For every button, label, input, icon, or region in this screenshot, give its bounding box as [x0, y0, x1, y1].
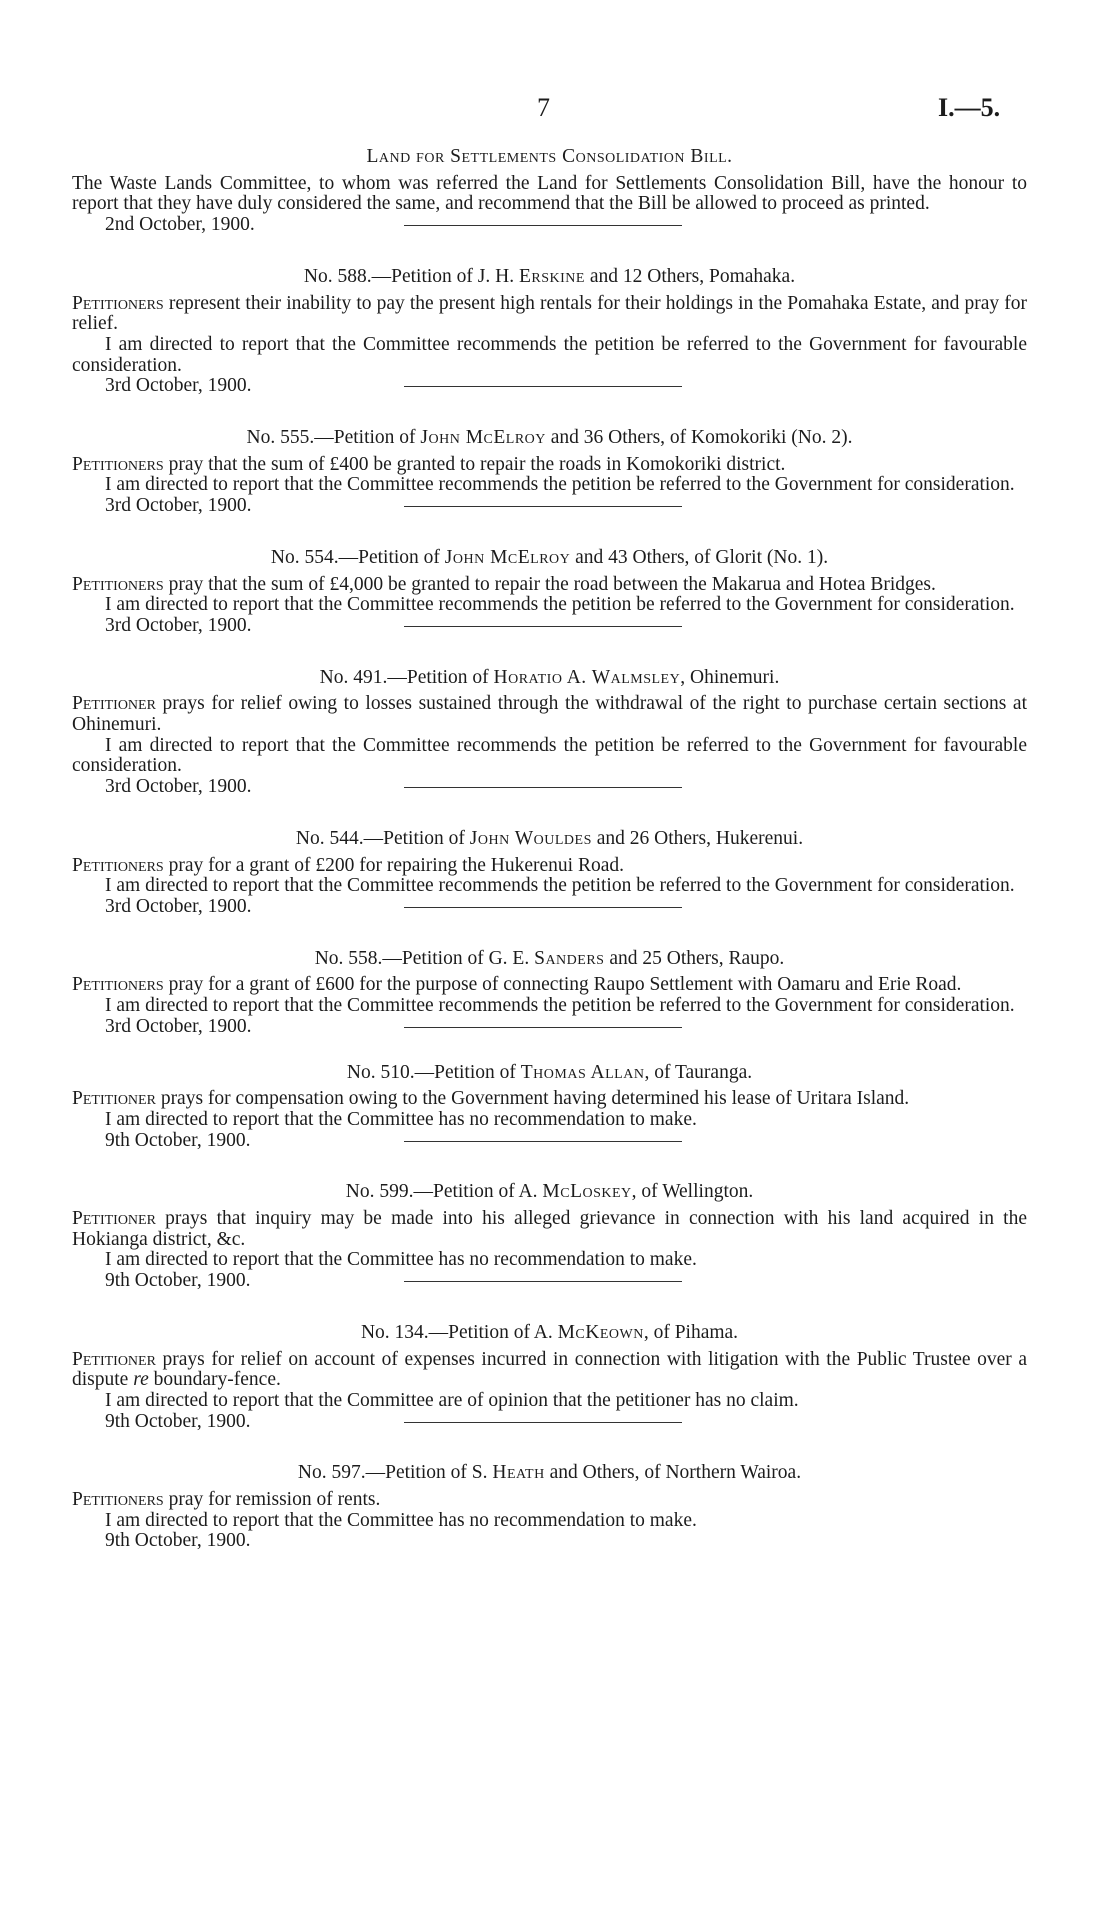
committee-report: I am directed to report that the Committee recommends the petition be referred to the Government for consideration. — [105, 474, 1015, 496]
petitioner-name: Thomas Allan — [520, 1061, 645, 1083]
divider-rule — [404, 506, 682, 507]
section-petition-510 — [72, 1063, 1027, 1152]
divider-rule — [404, 386, 682, 387]
committee-report: I am directed to report that the Committee has no recommendation to make. — [105, 1108, 697, 1130]
divider-rule — [404, 225, 682, 226]
section-body: The Waste Lands Committee, to whom was referred the Land for Settlements Consolidation Bill, have the honour to report that they have duly considered the same, and recommend that the Bill be allowed to proceed as printed. — [72, 172, 1027, 215]
divider-rule — [404, 1141, 682, 1142]
section-heading — [72, 147, 1027, 168]
petitioner-name: McLoskey — [542, 1181, 632, 1203]
petitioner-name: John McElroy — [444, 546, 571, 568]
petitioner-name: John McElroy — [420, 427, 546, 449]
section-land-settlements-bill — [72, 147, 1027, 236]
petition-text: Petitioners pray that the sum of £4,000 be granted to repair the road between the Makarua and Hotea Bridges. — [72, 573, 936, 595]
document-reference: I.—5. — [938, 93, 1001, 122]
section-date: 3rd October, 1900. — [72, 376, 1027, 397]
section-date: 9th October, 1900. — [105, 1530, 251, 1552]
petition-text: Petitioner prays for relief owing to losses sustained through the withdrawal of the right to purchase certain sections at Ohinemuri. — [72, 693, 1027, 736]
committee-report: I am directed to report that the Committee are of opinion that the petitioner has no claim. — [105, 1389, 799, 1411]
section-petition-558 — [72, 949, 1027, 1038]
section-heading: No. 134.—Petition of A. McKeown, of Pihama. — [360, 1321, 739, 1343]
divider-rule — [404, 1027, 682, 1028]
petition-text: Petitioner prays for relief on account of expenses incurred in connection with litigation with the Public Trustee over a dispute re boundary-fence. — [72, 1348, 1027, 1391]
petition-text: Petitioners pray that the sum of £400 be granted to repair the roads in Komokoriki district. — [72, 453, 786, 475]
divider-rule — [404, 787, 682, 788]
petitioner-name: Horatio A. Walmsley — [493, 666, 681, 688]
section-heading: No. 554.—Petition of John McElroy and 43 Others, of Glorit (No. 1). — [270, 546, 829, 568]
committee-report: I am directed to report that the Committee recommends the petition be referred to the Government for consideration. — [105, 875, 1015, 897]
section-date: 3rd October, 1900. — [72, 496, 1027, 517]
section-petition-597 — [72, 1463, 1027, 1552]
petitioner-name: Heath — [492, 1462, 545, 1484]
petitioner-name: John Wouldes — [469, 827, 592, 849]
petitioner-name: Sanders — [534, 947, 605, 969]
section-heading: No. 544.—Petition of John Wouldes and 26 Others, Hukerenui. — [295, 827, 804, 849]
section-petition-599 — [72, 1182, 1027, 1292]
section-date: 3rd October, 1900. — [72, 897, 1027, 918]
section-date: 9th October, 1900. — [72, 1412, 1027, 1433]
heading-title: Land for Settlements Consolidation Bill. — [366, 146, 733, 167]
committee-report: I am directed to report that the Committee recommends the petition be referred to the Government for favourable consideration. — [72, 734, 1027, 777]
petition-text: Petitioners pray for remission of rents. — [72, 1489, 381, 1511]
section-petition-555 — [72, 428, 1027, 517]
section-date: 3rd October, 1900. — [72, 777, 1027, 798]
divider-rule — [404, 1281, 682, 1282]
petition-text: Petitioner prays for compensation owing to the Government having determined his lease of Uritara Island. — [72, 1088, 910, 1110]
section-heading: No. 588.—Petition of J. H. Erskine and 12 Others, Pomahaka. — [303, 265, 796, 287]
section-date: 3rd October, 1900. — [72, 1017, 1027, 1038]
committee-report: I am directed to report that the Committee recommends the petition be referred to the Government for favourable consideration. — [72, 333, 1027, 376]
page-number: 7 — [537, 93, 550, 122]
committee-report: I am directed to report that the Committee has no recommendation to make. — [105, 1509, 697, 1531]
section-petition-544 — [72, 829, 1027, 918]
divider-rule — [404, 1422, 682, 1423]
section-petition-134 — [72, 1323, 1027, 1433]
divider-rule — [404, 626, 682, 627]
committee-report: I am directed to report that the Committee recommends the petition be referred to the Government for consideration. — [105, 594, 1015, 616]
section-date: 9th October, 1900. — [72, 1131, 1027, 1152]
section-heading: No. 558.—Petition of G. E. Sanders and 25 Others, Raupo. — [314, 947, 785, 969]
section-petition-554 — [72, 548, 1027, 637]
petitioner-name: McKeown — [557, 1321, 644, 1343]
section-heading: No. 599.—Petition of A. McLoskey, of Wellington. — [345, 1181, 754, 1203]
section-heading: No. 510.—Petition of Thomas Allan, of Tauranga. — [346, 1061, 753, 1083]
section-date: 9th October, 1900. — [72, 1271, 1027, 1292]
section-petition-588 — [72, 267, 1027, 397]
committee-report: I am directed to report that the Committee recommends the petition be referred to the Government for consideration. — [105, 995, 1015, 1017]
section-date: 3rd October, 1900. — [72, 616, 1027, 637]
committee-report: I am directed to report that the Committee has no recommendation to make. — [105, 1249, 697, 1271]
petition-text: Petitioners pray for a grant of £600 for the purpose of connecting Raupo Settlement with Oamaru and Erie Road. — [72, 974, 962, 996]
document-body — [72, 147, 1027, 1552]
section-heading: No. 597.—Petition of S. Heath and Others, of Northern Wairoa. — [297, 1462, 802, 1484]
section-petition-491 — [72, 668, 1027, 798]
petitioner-name: Erskine — [518, 265, 585, 287]
petition-text: Petitioner prays that inquiry may be made into his alleged grievance in connection with his land acquired in the Hokianga district, &c. — [72, 1208, 1027, 1250]
divider-rule — [404, 907, 682, 908]
petition-text: Petitioners pray for a grant of £200 for repairing the Hukerenui Road. — [72, 854, 624, 876]
section-heading: No. 555.—Petition of John McElroy and 36 Others, of Komokoriki (No. 2). — [246, 427, 853, 449]
petition-text: Petitioners represent their inability to pay the present high rentals for their holdings in the Pomahaka Estate, and pray for relief. — [72, 292, 1027, 335]
section-heading: No. 491.—Petition of Horatio A. Walmsley, Ohinemuri. — [319, 666, 780, 688]
section-date: 2nd October, 1900. — [72, 215, 1027, 236]
